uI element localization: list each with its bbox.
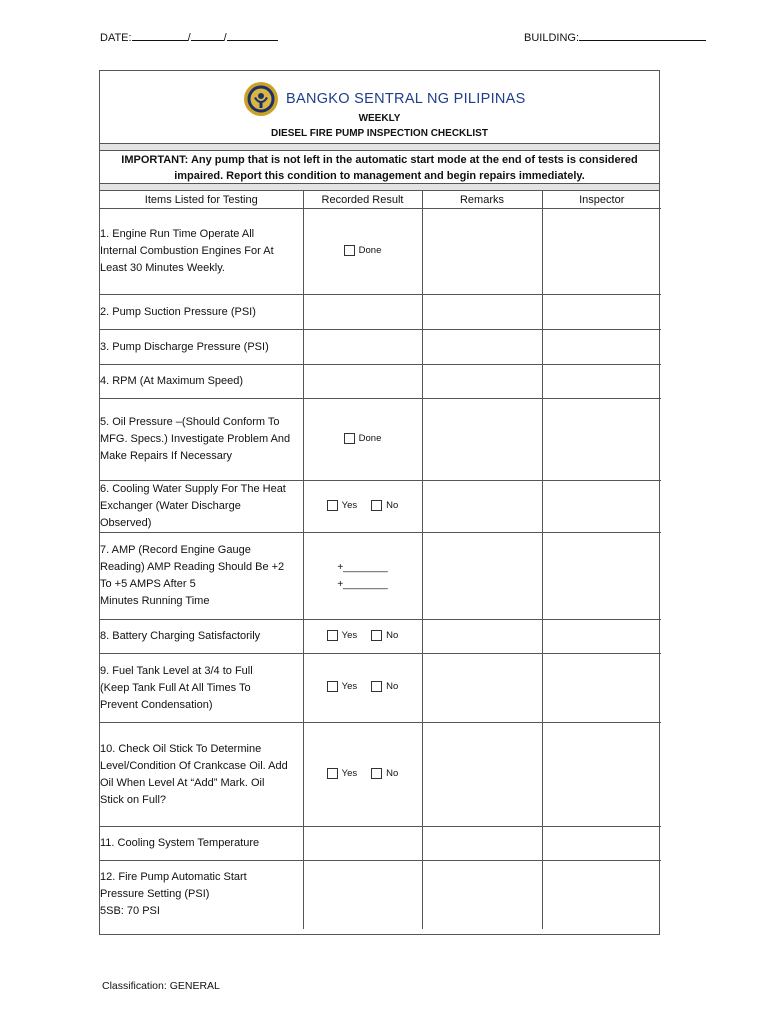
checkbox-label: Yes	[341, 629, 358, 641]
column-header: Inspector	[542, 191, 661, 209]
remarks-cell[interactable]	[422, 209, 542, 295]
remarks-cell[interactable]	[422, 533, 542, 620]
test-item-line: Level/Condition Of Crankcase Oil. Add	[100, 759, 288, 772]
remarks-cell[interactable]	[422, 365, 542, 399]
test-item-line: Observed)	[100, 517, 152, 529]
date-month-blank[interactable]	[132, 30, 188, 41]
test-item	[100, 330, 303, 365]
checkbox-label: No	[386, 629, 399, 641]
checkbox-label: No	[386, 681, 399, 692]
inspector-cell[interactable]	[542, 861, 661, 929]
test-item	[100, 209, 303, 295]
inspector-cell[interactable]	[542, 481, 661, 533]
checklist-sheet	[99, 70, 660, 935]
test-item-line: 9. Fuel Tank Level at 3/4 to Full	[100, 664, 253, 677]
column-header: Items Listed for Testing	[100, 191, 303, 209]
checkbox-option[interactable]	[371, 500, 398, 511]
test-item-line: Prevent Condensation)	[100, 698, 213, 711]
test-item	[100, 365, 303, 399]
inspector-cell[interactable]	[542, 295, 661, 330]
bsp-seal-icon	[243, 81, 279, 117]
table-row	[100, 533, 661, 620]
amp-entry-blank[interactable]: +________	[337, 562, 388, 573]
frequency-label: WEEKLY	[358, 113, 401, 124]
test-item-line: Exchanger (Water Discharge	[100, 500, 241, 512]
inspection-table	[100, 191, 661, 929]
recorded-result-cell[interactable]	[303, 533, 422, 620]
test-item-line: Stick on Full?	[100, 793, 167, 806]
inspector-cell[interactable]	[542, 723, 661, 827]
remarks-cell[interactable]	[422, 827, 542, 861]
recorded-result-cell[interactable]	[303, 654, 422, 723]
test-item	[100, 827, 303, 861]
test-item-line: Make Repairs If Necessary	[100, 450, 233, 462]
amp-entry-blank[interactable]: +________	[337, 579, 388, 590]
table-row	[100, 620, 661, 654]
test-item-line: 2. Pump Suction Pressure (PSI)	[100, 305, 256, 318]
column-header: Recorded Result	[303, 191, 422, 209]
classification-label: Classification: GENERAL	[102, 980, 220, 992]
remarks-cell[interactable]	[422, 861, 542, 929]
test-item	[100, 399, 303, 481]
inspector-cell[interactable]	[542, 533, 661, 620]
inspector-cell[interactable]	[542, 654, 661, 723]
remarks-cell[interactable]	[422, 399, 542, 481]
table-row	[100, 827, 661, 861]
recorded-result-cell[interactable]	[303, 295, 422, 330]
test-item-line: Minutes Running Time	[100, 595, 210, 607]
inspector-cell[interactable]	[542, 827, 661, 861]
checkbox-option[interactable]	[327, 500, 358, 511]
test-item	[100, 654, 303, 723]
test-item	[100, 481, 303, 533]
checkbox-option[interactable]	[327, 681, 358, 692]
checkbox-option[interactable]	[327, 768, 358, 779]
test-item-line: 12. Fire Pump Automatic Start	[100, 871, 247, 884]
checkbox-option[interactable]	[371, 768, 398, 779]
banner	[100, 71, 659, 144]
checkbox-label: No	[386, 767, 399, 779]
checkbox-label: Yes	[341, 681, 358, 692]
table-row	[100, 399, 661, 481]
test-item-line: 1. Engine Run Time Operate All	[100, 228, 255, 240]
remarks-cell[interactable]	[422, 481, 542, 533]
bank-name: BANGKO SENTRAL NG PILIPINAS	[286, 91, 526, 107]
checkbox-icon[interactable]	[371, 630, 382, 641]
shaded-band	[100, 184, 659, 191]
remarks-cell[interactable]	[422, 723, 542, 827]
checkbox-option[interactable]	[371, 630, 398, 641]
table-row	[100, 295, 661, 330]
test-item-line: To +5 AMPS After 5	[100, 578, 196, 590]
remarks-cell[interactable]	[422, 654, 542, 723]
recorded-result-cell[interactable]	[303, 209, 422, 295]
test-item-line: Reading) AMP Reading Should Be +2	[100, 561, 285, 573]
table-row	[100, 209, 661, 295]
remarks-cell[interactable]	[422, 330, 542, 365]
inspector-cell[interactable]	[542, 399, 661, 481]
recorded-result-cell[interactable]	[303, 723, 422, 827]
checkbox-label: Done	[358, 432, 382, 444]
test-item-line: 5. Oil Pressure –(Should Conform To	[100, 416, 280, 428]
checkbox-label: No	[386, 499, 399, 511]
recorded-result-cell[interactable]	[303, 365, 422, 399]
checkbox-label: Yes	[341, 767, 358, 779]
checkbox-label: Done	[358, 244, 382, 256]
test-item-line: Internal Combustion Engines For At	[100, 245, 274, 257]
date-separator: /	[223, 32, 227, 44]
test-item-line: 8. Battery Charging Satisfactorily	[100, 630, 261, 642]
test-item-line: 4. RPM (At Maximum Speed)	[100, 375, 244, 387]
important-line-2: impaired. Report this condition to management and begin repairs immediately.	[174, 170, 585, 182]
checkbox-icon[interactable]	[371, 500, 382, 511]
date-separator: /	[187, 32, 191, 44]
test-item-line: Oil When Level At “Add” Mark. Oil	[100, 776, 265, 789]
test-item-line: MFG. Specs.) Investigate Problem And	[100, 433, 291, 445]
important-line-1: IMPORTANT: Any pump that is not left in the automatic start mode at the end of tests is considered	[121, 154, 638, 166]
recorded-result-cell[interactable]	[303, 861, 422, 929]
date-day-blank[interactable]	[191, 30, 224, 41]
building-label: BUILDING:	[524, 32, 580, 44]
shaded-band	[100, 144, 659, 151]
table-row	[100, 481, 661, 533]
column-header: Remarks	[422, 191, 542, 209]
test-item	[100, 533, 303, 620]
recorded-result-cell[interactable]	[303, 330, 422, 365]
checklist-title: DIESEL FIRE PUMP INSPECTION CHECKLIST	[271, 128, 488, 139]
inspector-cell[interactable]	[542, 365, 661, 399]
date-field[interactable]	[100, 30, 278, 44]
inspector-cell[interactable]	[542, 209, 661, 295]
recorded-result-cell[interactable]	[303, 827, 422, 861]
table-row	[100, 654, 661, 723]
remarks-cell[interactable]	[422, 620, 542, 654]
test-item-line: 11. Cooling System Temperature	[100, 837, 260, 849]
table-row	[100, 330, 661, 365]
checkbox-icon[interactable]	[371, 681, 382, 692]
checkbox-icon[interactable]	[327, 768, 338, 779]
test-item	[100, 723, 303, 827]
checkbox-icon[interactable]	[327, 500, 338, 511]
important-notice	[100, 151, 659, 184]
test-item-line: Pressure Setting (PSI)	[100, 888, 210, 901]
test-item-line: 7. AMP (Record Engine Gauge	[100, 544, 251, 556]
table-row	[100, 861, 661, 929]
date-label: DATE:	[100, 32, 132, 44]
recorded-result-cell[interactable]	[303, 620, 422, 654]
checkbox-icon[interactable]	[327, 681, 338, 692]
test-item	[100, 295, 303, 330]
remarks-cell[interactable]	[422, 295, 542, 330]
checkbox-icon[interactable]	[371, 768, 382, 779]
test-item-line: 5SB: 70 PSI	[100, 905, 160, 918]
recorded-result-cell[interactable]	[303, 399, 422, 481]
test-item	[100, 620, 303, 654]
table-header-row	[100, 191, 661, 209]
test-item-line: 10. Check Oil Stick To Determine	[100, 742, 262, 755]
recorded-result-cell[interactable]	[303, 481, 422, 533]
test-item-line: 6. Cooling Water Supply For The Heat	[100, 483, 286, 495]
table-row	[100, 365, 661, 399]
checkbox-option[interactable]	[344, 245, 382, 256]
checkbox-icon[interactable]	[327, 630, 338, 641]
checkbox-label: Yes	[341, 499, 358, 511]
test-item-line: (Keep Tank Full At All Times To	[100, 681, 251, 694]
checkbox-option[interactable]	[344, 433, 382, 444]
checkbox-option[interactable]	[371, 681, 398, 692]
inspector-cell[interactable]	[542, 620, 661, 654]
date-year-blank[interactable]	[227, 30, 278, 41]
checkbox-icon[interactable]	[344, 245, 355, 256]
test-item-line: 3. Pump Discharge Pressure (PSI)	[100, 340, 269, 353]
building-field[interactable]	[524, 30, 706, 44]
test-item	[100, 861, 303, 929]
building-blank[interactable]	[579, 30, 706, 41]
table-row	[100, 723, 661, 827]
checkbox-icon[interactable]	[344, 433, 355, 444]
test-item-line: Least 30 Minutes Weekly.	[100, 262, 225, 274]
inspector-cell[interactable]	[542, 330, 661, 365]
checkbox-option[interactable]	[327, 630, 358, 641]
